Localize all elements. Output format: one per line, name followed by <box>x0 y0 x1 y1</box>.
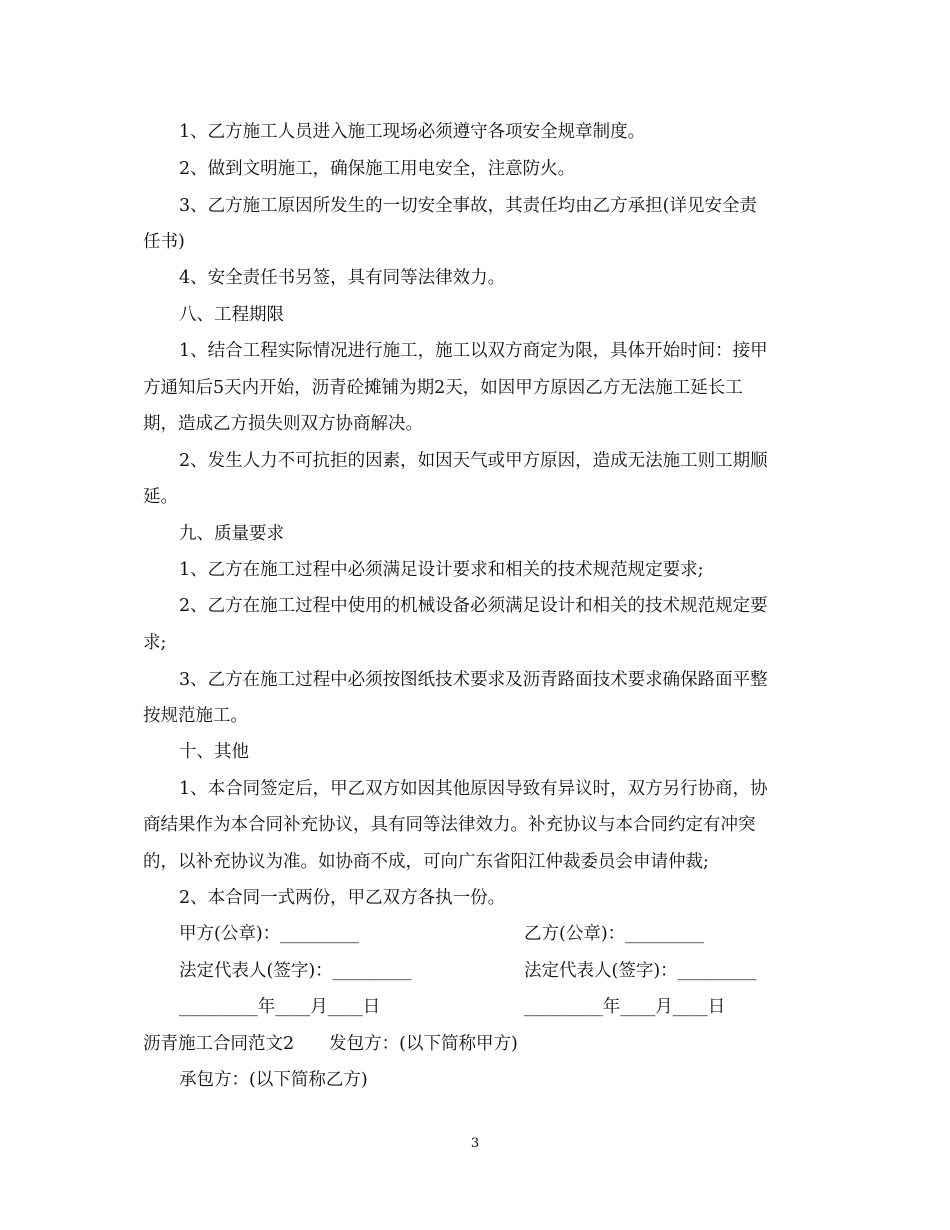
clause-term-1-line1: 1、结合工程实际情况进行施工，施工以双方商定为限，具体开始时间：接甲 <box>179 341 768 361</box>
next-contract-contractor: 承包方：(以下简称乙方) <box>179 1070 368 1090</box>
party-b-seal-field: 乙方(公章)：_________ <box>524 924 704 944</box>
clause-safety-3-line2: 任书) <box>143 232 185 252</box>
party-a-rep-field: 法定代表人(签字)：_________ <box>179 961 412 981</box>
party-b-rep-field: 法定代表人(签字)：_________ <box>524 961 757 981</box>
clause-safety-1: 1、乙方施工人员进入施工现场必须遵守各项安全规章制度。 <box>179 122 646 142</box>
clause-quality-2-line2: 求; <box>143 633 167 653</box>
clause-other-2: 2、本合同一式两份，甲乙双方各执一份。 <box>179 888 506 908</box>
clause-quality-1: 1、乙方在施工过程中必须满足设计要求和相关的技术规范规定要求; <box>179 560 704 580</box>
clause-other-1-line2: 商结果作为本合同补充协议，具有同等法律效力。补充协议与本合同约定有冲突 <box>143 815 756 835</box>
clause-quality-3-line2: 按规范施工。 <box>143 706 248 726</box>
clause-term-1-line2: 方通知后5天内开始，沥青砼摊铺为期2天，如因甲方原因乙方无法施工延长工 <box>143 378 743 398</box>
section-heading-8: 八、工程期限 <box>179 305 284 325</box>
party-a-seal-field: 甲方(公章)：_________ <box>179 924 359 944</box>
section-heading-9: 九、质量要求 <box>179 524 284 544</box>
next-contract-title: 沥青施工合同范文2 发包方：(以下简称甲方) <box>143 1034 518 1054</box>
clause-quality-3-line1: 3、乙方在施工过程中必须按图纸技术要求及沥青路面技术要求确保路面平整 <box>179 670 768 690</box>
clause-safety-4: 4、安全责任书另签，具有同等法律效力。 <box>179 268 506 288</box>
clause-quality-2-line1: 2、乙方在施工过程中使用的机械设备必须满足设计和相关的技术规范规定要 <box>179 596 768 616</box>
party-a-date-field: _________年____月____日 <box>179 997 381 1017</box>
clause-term-1-line3: 期，造成乙方损失则双方协商解决。 <box>143 414 423 434</box>
clause-other-1-line3: 的，以补充协议为准。如协商不成，可向广东省阳江仲裁委员会申请仲裁; <box>143 852 709 872</box>
clause-other-1-line1: 1、本合同签定后，甲乙双方如因其他原因导致有异议时，双方另行协商，协 <box>179 779 768 799</box>
page-number: 3 <box>470 1136 480 1151</box>
clause-safety-2: 2、做到文明施工，确保施工用电安全，注意防火。 <box>179 159 576 179</box>
clause-safety-3-line1: 3、乙方施工原因所发生的一切安全事故，其责任均由乙方承担(详见安全责 <box>179 196 757 216</box>
clause-term-2-line2: 延。 <box>143 487 178 507</box>
clause-term-2-line1: 2、发生人力不可抗拒的因素，如因天气或甲方原因，造成无法施工则工期顺 <box>179 451 768 471</box>
party-b-date-field: _________年____月____日 <box>524 997 726 1017</box>
section-heading-10: 十、其他 <box>179 742 249 762</box>
